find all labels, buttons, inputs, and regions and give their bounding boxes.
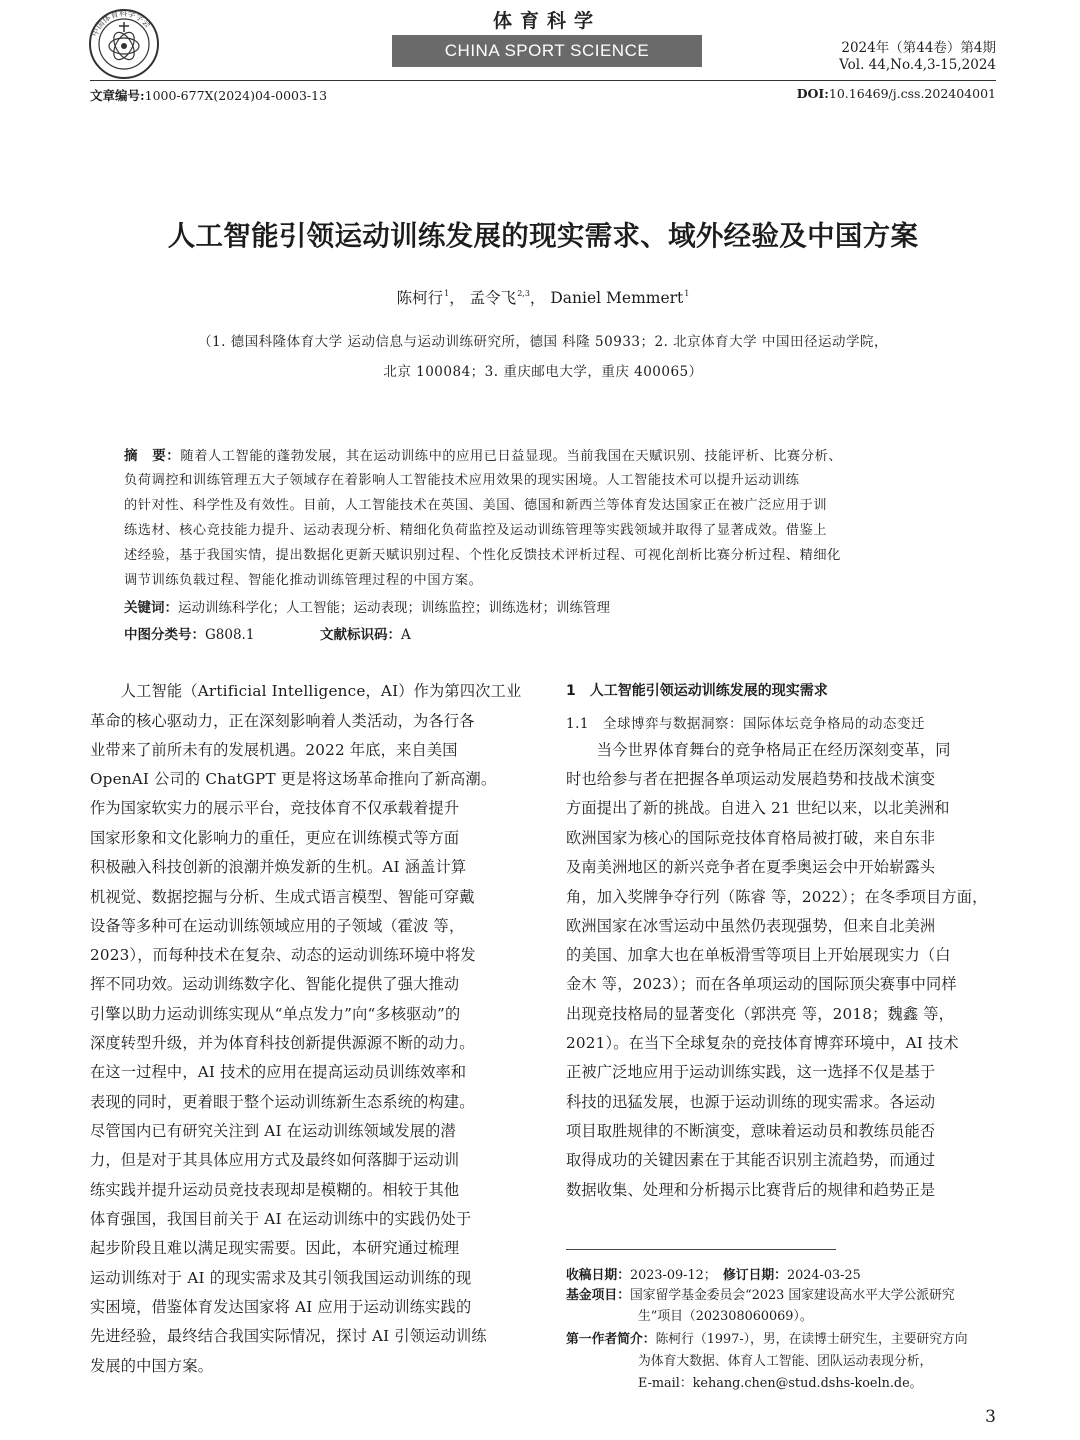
classification-number: 中图分类号：G808.1 — [124, 627, 255, 643]
keywords: 关键词：运动训练科学化；人工智能；运动表现；训练监控；训练选材；训练管理 — [124, 600, 610, 616]
doi: DOI:10.16469/j.css.202404001 — [796, 86, 996, 101]
body-line: 时也给参与者在把握各单项运动发展趋势和技战术演变 — [566, 770, 936, 788]
article-number: 文章编号:1000-677X(2024)04-0003-13 — [90, 88, 328, 103]
body-line: 在这一过程中，AI 技术的应用在提高运动员训练效率和 — [90, 1063, 467, 1081]
body-line: 尽管国内已有研究关注到 AI 在运动训练领域发展的潜 — [90, 1122, 456, 1140]
body-line: 2021）。在当下全球复杂的竞技体育博弈环境中，AI 技术 — [566, 1034, 959, 1052]
issue-info-cn: 2024年（第44卷）第4期 — [841, 40, 996, 56]
footnote-fund-cont: 生”项目（202308060069）。 — [638, 1309, 813, 1324]
abstract-line: 负荷调控和训练管理五大子领域存在着影响人工智能技术应用效果的现实困境。人工智能技术可以提升运动训练 — [124, 473, 800, 488]
body-line: 取得成功的关键因素在于其能否识别主流趋势，而通过 — [566, 1151, 936, 1169]
body-line: 及南美洲地区的新兴竞争者在夏季奥运会中开始崭露头 — [566, 858, 936, 876]
body-line: 革命的核心驱动力，正在深刻影响着人类活动，为各行各 — [90, 712, 475, 730]
body-line: 挥不同功效。运动训练数字化、智能化提供了强大推动 — [90, 975, 460, 993]
body-line: 金木 等，2023）；而在各单项运动的国际顶尖赛事中同样 — [566, 975, 957, 993]
affiliation-line: 北京 100084；3. 重庆邮电大学，重庆 400065） — [383, 364, 703, 380]
body-line: 角，加入奖牌争夺行列（陈睿 等，2022）；在冬季项目方面， — [566, 888, 988, 906]
body-line: 实困境，借鉴体育发达国家将 AI 应用于运动训练实践的 — [90, 1298, 472, 1316]
subsection-heading: 1.1 全球博弈与数据洞察：国际体坛竞争格局的动态变迁 — [566, 716, 925, 732]
body-line: 起步阶段且难以满足现实需要。因此，本研究通过梳理 — [90, 1239, 460, 1257]
abstract-line: 的针对性、科学性及有效性。目前，人工智能技术在英国、美国、德国和新西兰等体育发达国家正在被广泛应用于训 — [124, 498, 828, 513]
footnote-author: 第一作者简介：陈柯行（1997-），男，在读博士研究生，主要研究方向 — [566, 1332, 968, 1347]
footnote-fund: 基金项目：国家留学基金委员会“2023 国家建设高水平大学公派研究 — [566, 1288, 955, 1303]
author-name: 孟令飞 — [469, 289, 517, 307]
body-line: 先进经验，最终结合我国实际情况，探讨 AI 引领运动训练 — [90, 1327, 487, 1345]
body-line: 国家形象和文化影响力的重任，更应在训练模式等方面 — [90, 829, 460, 847]
section-heading: 1 人工智能引领运动训练发展的现实需求 — [566, 683, 828, 699]
body-line: 力，但是对于其具体应用方式及最终如何落脚于运动训 — [90, 1151, 460, 1169]
header-rule — [90, 80, 996, 81]
body-line: 积极融入科技创新的浪潮并焕发新的生机。AI 涵盖计算 — [90, 858, 467, 876]
body-line: 作为国家软实力的展示平台，竞技体育不仅承载着提升 — [90, 799, 460, 817]
journal-title-en: CHINA SPORT SCIENCE — [392, 35, 702, 67]
body-line: 出现竞技格局的显著变化（郭洪亮 等，2018；魏鑫 等， — [566, 1005, 955, 1023]
society-logo — [86, 8, 162, 80]
body-line: 发展的中国方案。 — [90, 1357, 214, 1375]
author-name: Daniel Memmert — [550, 289, 684, 307]
body-line: 科技的迅猛发展，也源于运动训练的现实需求。各运动 — [566, 1093, 936, 1111]
abstract-line: 摘 要：随着人工智能的蓬勃发展，其在运动训练中的应用已日益显现。当前我国在天赋识别、技能评析、比赛分析、 — [124, 448, 843, 464]
body-line: OpenAI 公司的 ChatGPT 更是将这场革命推向了新高潮。 — [90, 770, 497, 788]
paper-title: 人工智能引领运动训练发展的现实需求、域外经验及中国方案 — [167, 220, 919, 252]
author-name: 陈柯行 — [396, 289, 444, 307]
body-line: 项目取胜规律的不断演变，意味着运动员和教练员能否 — [566, 1122, 936, 1140]
issue-info-en: Vol. 44,No.4,3-15,2024 — [839, 57, 996, 73]
body-line: 方面提出了新的挑战。自进入 21 世纪以来，以北美洲和 — [566, 799, 950, 817]
body-line: 业带来了前所未有的发展机遇。2022 年底，来自美国 — [90, 741, 458, 759]
body-line: 表现的同时，更着眼于整个运动训练新生态系统的构建。 — [90, 1093, 475, 1111]
body-line: 引擎以助力运动训练实现从“单点发力”向“多核驱动”的 — [90, 1005, 461, 1023]
body-line: 体育强国，我国目前关于 AI 在运动训练中的实践仍处于 — [90, 1210, 472, 1228]
affiliation-line: （1. 德国科隆体育大学 运动信息与运动训练研究所，德国 科隆 50933；2. 北京体育大学 中国田径运动学院， — [198, 334, 888, 350]
author-list: 陈柯行$^1$， 孟令飞$^{2,3}$， Daniel Memmert$^1$ — [396, 289, 690, 307]
body-line: 正被广泛地应用于运动训练实践，这一选择不仅是基于 — [566, 1063, 936, 1081]
footnote-dates: 收稿日期：2023-09-12； 修订日期：2024-03-25 — [566, 1268, 861, 1283]
body-line: 当今世界体育舞台的竞争格局正在经历深刻变革，同 — [566, 741, 951, 759]
body-line: 2023），而每种技术在复杂、动态的运动训练环境中将发 — [90, 946, 476, 964]
abstract-line: 述经验，基于我国实情，提出数据化更新天赋识别过程、个性化反馈技术评析过程、可视化剖析比赛分析过程、精细化 — [124, 548, 841, 563]
journal-title-cn: 体育科学 — [492, 10, 601, 32]
svg-text:中国体育科学学会: 中国体育科学学会 — [90, 8, 153, 38]
footnote-email: E-mail：kehang.chen@stud.dshs-koeln.de。 — [638, 1376, 923, 1391]
body-line: 欧洲国家在冰雪运动中虽然仍表现强势，但来自北美洲 — [566, 917, 936, 935]
body-line: 欧洲国家为核心的国际竞技体育格局被打破，来自东非 — [566, 829, 936, 847]
body-line: 人工智能（Artificial Intelligence，AI）作为第四次工业 — [90, 682, 522, 700]
body-line: 机视觉、数据挖掘与分析、生成式语言模型、智能可穿戴 — [90, 888, 475, 906]
body-line: 数据收集、处理和分析揭示比赛背后的规律和趋势正是 — [566, 1181, 936, 1199]
body-line: 运动训练对于 AI 的现实需求及其引领我国运动训练的现 — [90, 1269, 472, 1287]
footnote-author-cont: 为体育大数据、体育人工智能、团队运动表现分析， — [638, 1354, 933, 1369]
abstract-line: 练选材、核心竞技能力提升、运动表现分析、精细化负荷监控及运动训练管理等实践领域并取得了显著成效。借鉴上 — [124, 523, 828, 538]
page-number: 3 — [985, 1407, 996, 1427]
footnote-rule — [566, 1249, 836, 1250]
body-line: 深度转型升级，并为体育科技创新提供源源不断的动力。 — [90, 1034, 475, 1052]
body-line: 设备等多种可在运动训练领域应用的子领域（霍波 等， — [90, 917, 465, 935]
body-line: 练实践并提升运动员竞技表现却是模糊的。相较于其他 — [90, 1181, 460, 1199]
abstract-line: 调节训练负载过程、智能化推动训练管理过程的中国方案。 — [124, 573, 483, 588]
document-code: 文献标识码：A — [320, 627, 411, 643]
body-line: 的美国、加拿大也在单板滑雪等项目上开始展现实力（白 — [566, 946, 951, 964]
